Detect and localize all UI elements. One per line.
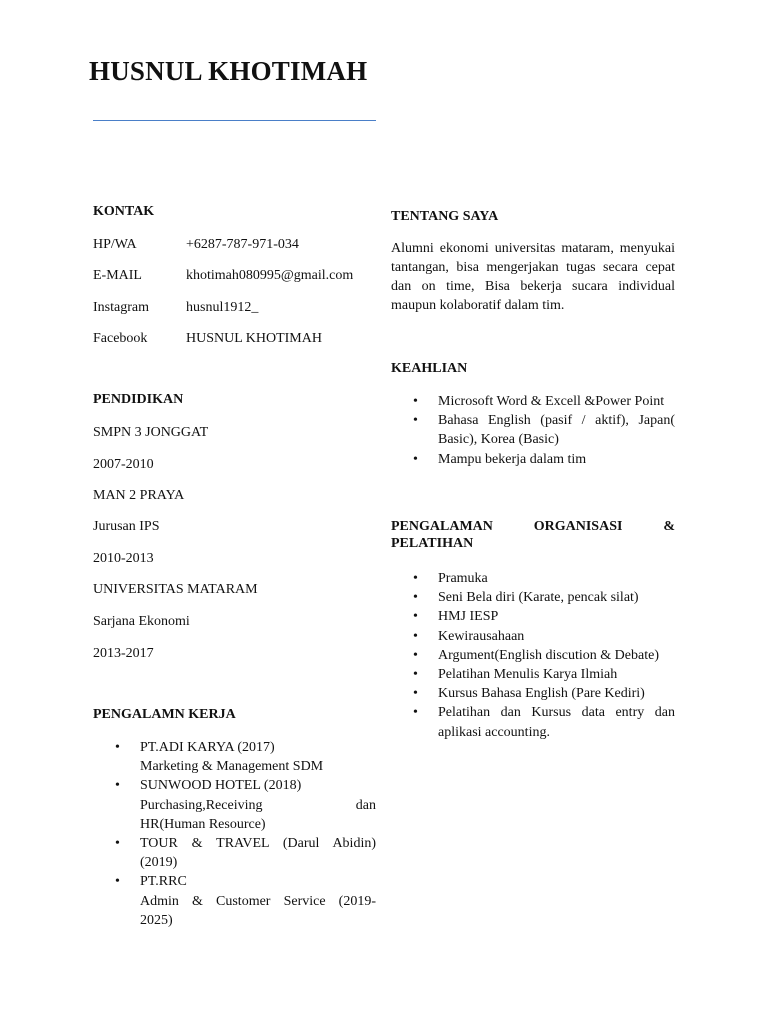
work-title: (2019) bbox=[140, 855, 178, 871]
contact-label-email: E-MAIL bbox=[93, 268, 142, 283]
skills-heading: KEAHLIAN bbox=[391, 361, 468, 376]
list-item: • Kursus Bahasa English (Pare Kediri) bbox=[391, 684, 675, 703]
work-heading: PENGALAMN KERJA bbox=[93, 707, 236, 722]
contact-value-facebook: HUSNUL KHOTIMAH bbox=[186, 331, 322, 346]
education-line: 2010-2013 bbox=[93, 551, 154, 566]
education-line: 2013-2017 bbox=[93, 646, 154, 661]
list-item: • Microsoft Word & Excell &Power Point bbox=[391, 392, 675, 411]
work-title: • TOUR & TRAVEL (Darul Abidin) bbox=[140, 836, 376, 852]
education-line: 2007-2010 bbox=[93, 457, 154, 472]
list-item: • Bahasa English (pasif / aktif), Japan( Basic), Korea (Basic) bbox=[391, 411, 675, 449]
work-title: SUNWOOD HOTEL (2018) bbox=[140, 778, 302, 794]
list-item: • Seni Bela diri (Karate, pencak silat) bbox=[391, 588, 675, 607]
contact-value-phone: +6287-787-971-034 bbox=[186, 237, 299, 252]
list-item: • Argument(English discution & Debate) bbox=[391, 646, 675, 665]
education-line: SMPN 3 JONGGAT bbox=[93, 425, 209, 440]
organization-heading-part: PENGALAMAN bbox=[391, 519, 493, 534]
contact-heading: KONTAK bbox=[93, 204, 155, 219]
list-item bbox=[93, 834, 376, 872]
list-item bbox=[93, 738, 376, 776]
work-detail: Admin & Customer Service (2019- bbox=[140, 893, 376, 909]
work-detail: Purchasing,Receiving bbox=[140, 797, 263, 813]
contact-label-instagram: Instagram bbox=[93, 300, 149, 315]
contact-value-email: khotimah080995@gmail.com bbox=[186, 268, 354, 283]
organization-list bbox=[391, 569, 675, 742]
education-line: MAN 2 PRAYA bbox=[93, 488, 185, 503]
list-item: • HMJ IESP bbox=[391, 607, 675, 626]
education-heading: PENDIDIKAN bbox=[93, 392, 184, 407]
list-item: • Pramuka bbox=[391, 569, 675, 588]
education-line: Jurusan IPS bbox=[93, 519, 160, 534]
education-line: Sarjana Ekonomi bbox=[93, 614, 190, 629]
work-detail: dan bbox=[355, 797, 376, 813]
education-line: UNIVERSITAS MATARAM bbox=[93, 582, 258, 597]
resume-name: HUSNUL KHOTIMAH bbox=[89, 56, 368, 86]
list-item: • Mampu bekerja dalam tim bbox=[391, 450, 675, 469]
work-title: PT.RRC bbox=[140, 874, 187, 890]
work-detail: HR(Human Resource) bbox=[140, 816, 266, 832]
contact-value-instagram: husnul1912_ bbox=[186, 300, 259, 315]
organization-heading-part: & bbox=[663, 519, 675, 534]
organization-heading-part: ORGANISASI bbox=[533, 519, 623, 534]
skills-list bbox=[391, 392, 675, 469]
list-item bbox=[93, 872, 376, 930]
about-heading: TENTANG SAYA bbox=[391, 209, 499, 224]
work-detail: 2025) bbox=[140, 912, 173, 928]
list-item: • Pelatihan dan Kursus data entry dan aplikasi accounting. bbox=[391, 703, 675, 741]
work-list bbox=[93, 738, 376, 930]
name-underline bbox=[93, 120, 376, 121]
about-text: Alumni ekonomi universitas mataram, menyukai tantangan, bisa mengerjakan tugas secara cepat dan on time, Bisa bekerja sucara individual maupun kolaboratif dalam tim. bbox=[391, 241, 675, 313]
contact-label-facebook: Facebook bbox=[93, 331, 148, 346]
list-item: • Kewirausahaan bbox=[391, 627, 675, 646]
list-item: • Pelatihan Menulis Karya Ilmiah bbox=[391, 665, 675, 684]
list-item bbox=[93, 776, 376, 834]
contact-label-phone: HP/WA bbox=[93, 237, 137, 252]
organization-heading-part: PELATIHAN bbox=[391, 536, 474, 551]
work-title: PT.ADI KARYA (2017) bbox=[140, 740, 275, 755]
organization-heading bbox=[391, 519, 675, 552]
work-detail: Marketing & Management SDM bbox=[140, 759, 324, 775]
